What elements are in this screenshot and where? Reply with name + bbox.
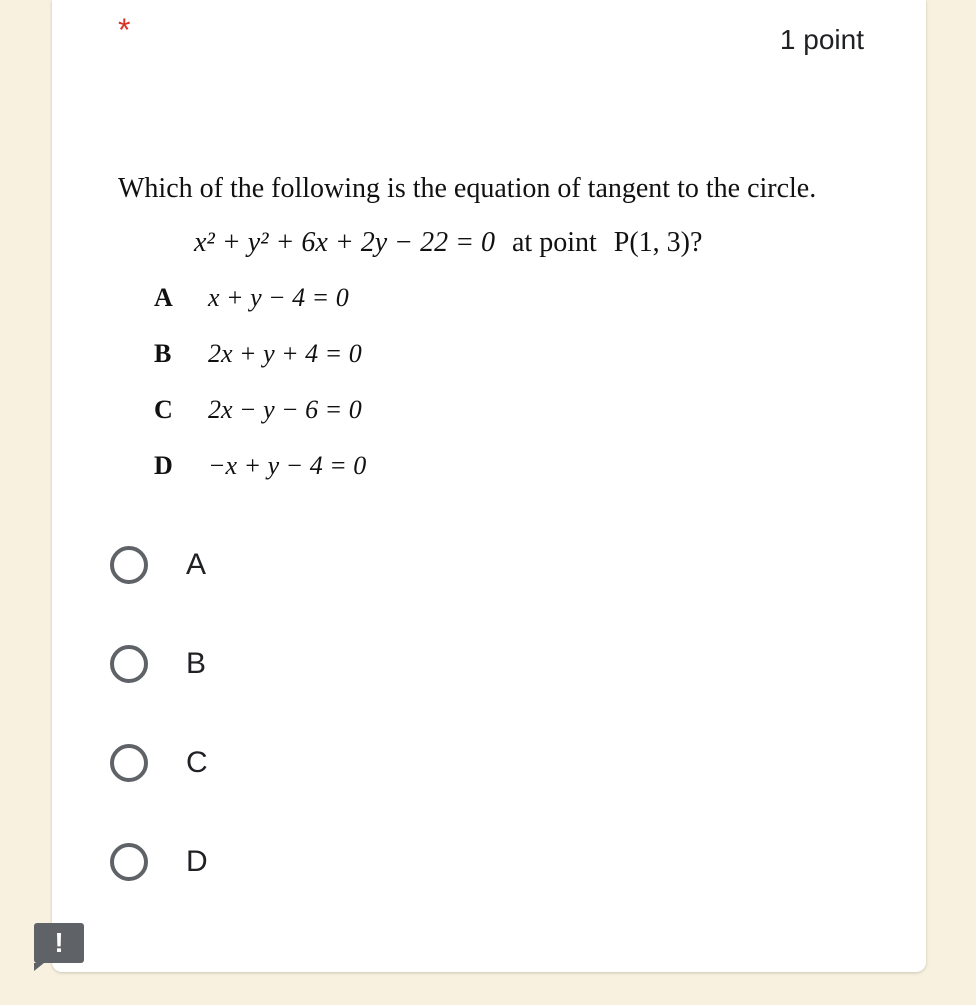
radio-button-a[interactable] [110, 546, 148, 584]
point-text: P(1, 3)? [613, 227, 703, 258]
choice-row-c [154, 395, 362, 425]
option-label-d: D [186, 845, 208, 878]
choice-letter: C [154, 395, 173, 424]
choice-expression: 2x + y + 4 = 0 [208, 339, 362, 368]
choice-letter: D [154, 451, 173, 480]
circle-equation: x² + y² + 6x + 2y − 22 = 0 [194, 227, 495, 258]
option-a[interactable] [110, 540, 206, 590]
at-point-text: at point [511, 227, 597, 258]
points-label: 1 point [779, 24, 864, 55]
choice-expression: −x + y − 4 = 0 [208, 451, 367, 480]
option-d[interactable] [110, 837, 208, 887]
alert-icon[interactable]: ! [34, 923, 84, 963]
choice-row-d [154, 451, 366, 481]
question-text: Which of the following is the equation of tangent to the circle. [118, 173, 817, 204]
question-equation-line [194, 227, 702, 259]
option-label-c: C [186, 746, 208, 779]
question-image [110, 165, 870, 495]
required-marker: * [118, 12, 131, 48]
choice-expression: 2x − y − 6 = 0 [208, 395, 362, 424]
choice-row-a [154, 283, 349, 313]
choice-expression: x + y − 4 = 0 [208, 283, 349, 312]
radio-button-c[interactable] [110, 744, 148, 782]
radio-button-d[interactable] [110, 843, 148, 881]
option-label-a: A [186, 548, 207, 581]
option-c[interactable] [110, 738, 208, 788]
choice-letter: A [154, 283, 173, 312]
radio-button-b[interactable] [110, 645, 148, 683]
choice-row-b [154, 339, 362, 369]
choice-letter: B [154, 339, 172, 368]
option-label-b: B [186, 647, 207, 680]
option-b[interactable] [110, 639, 206, 689]
